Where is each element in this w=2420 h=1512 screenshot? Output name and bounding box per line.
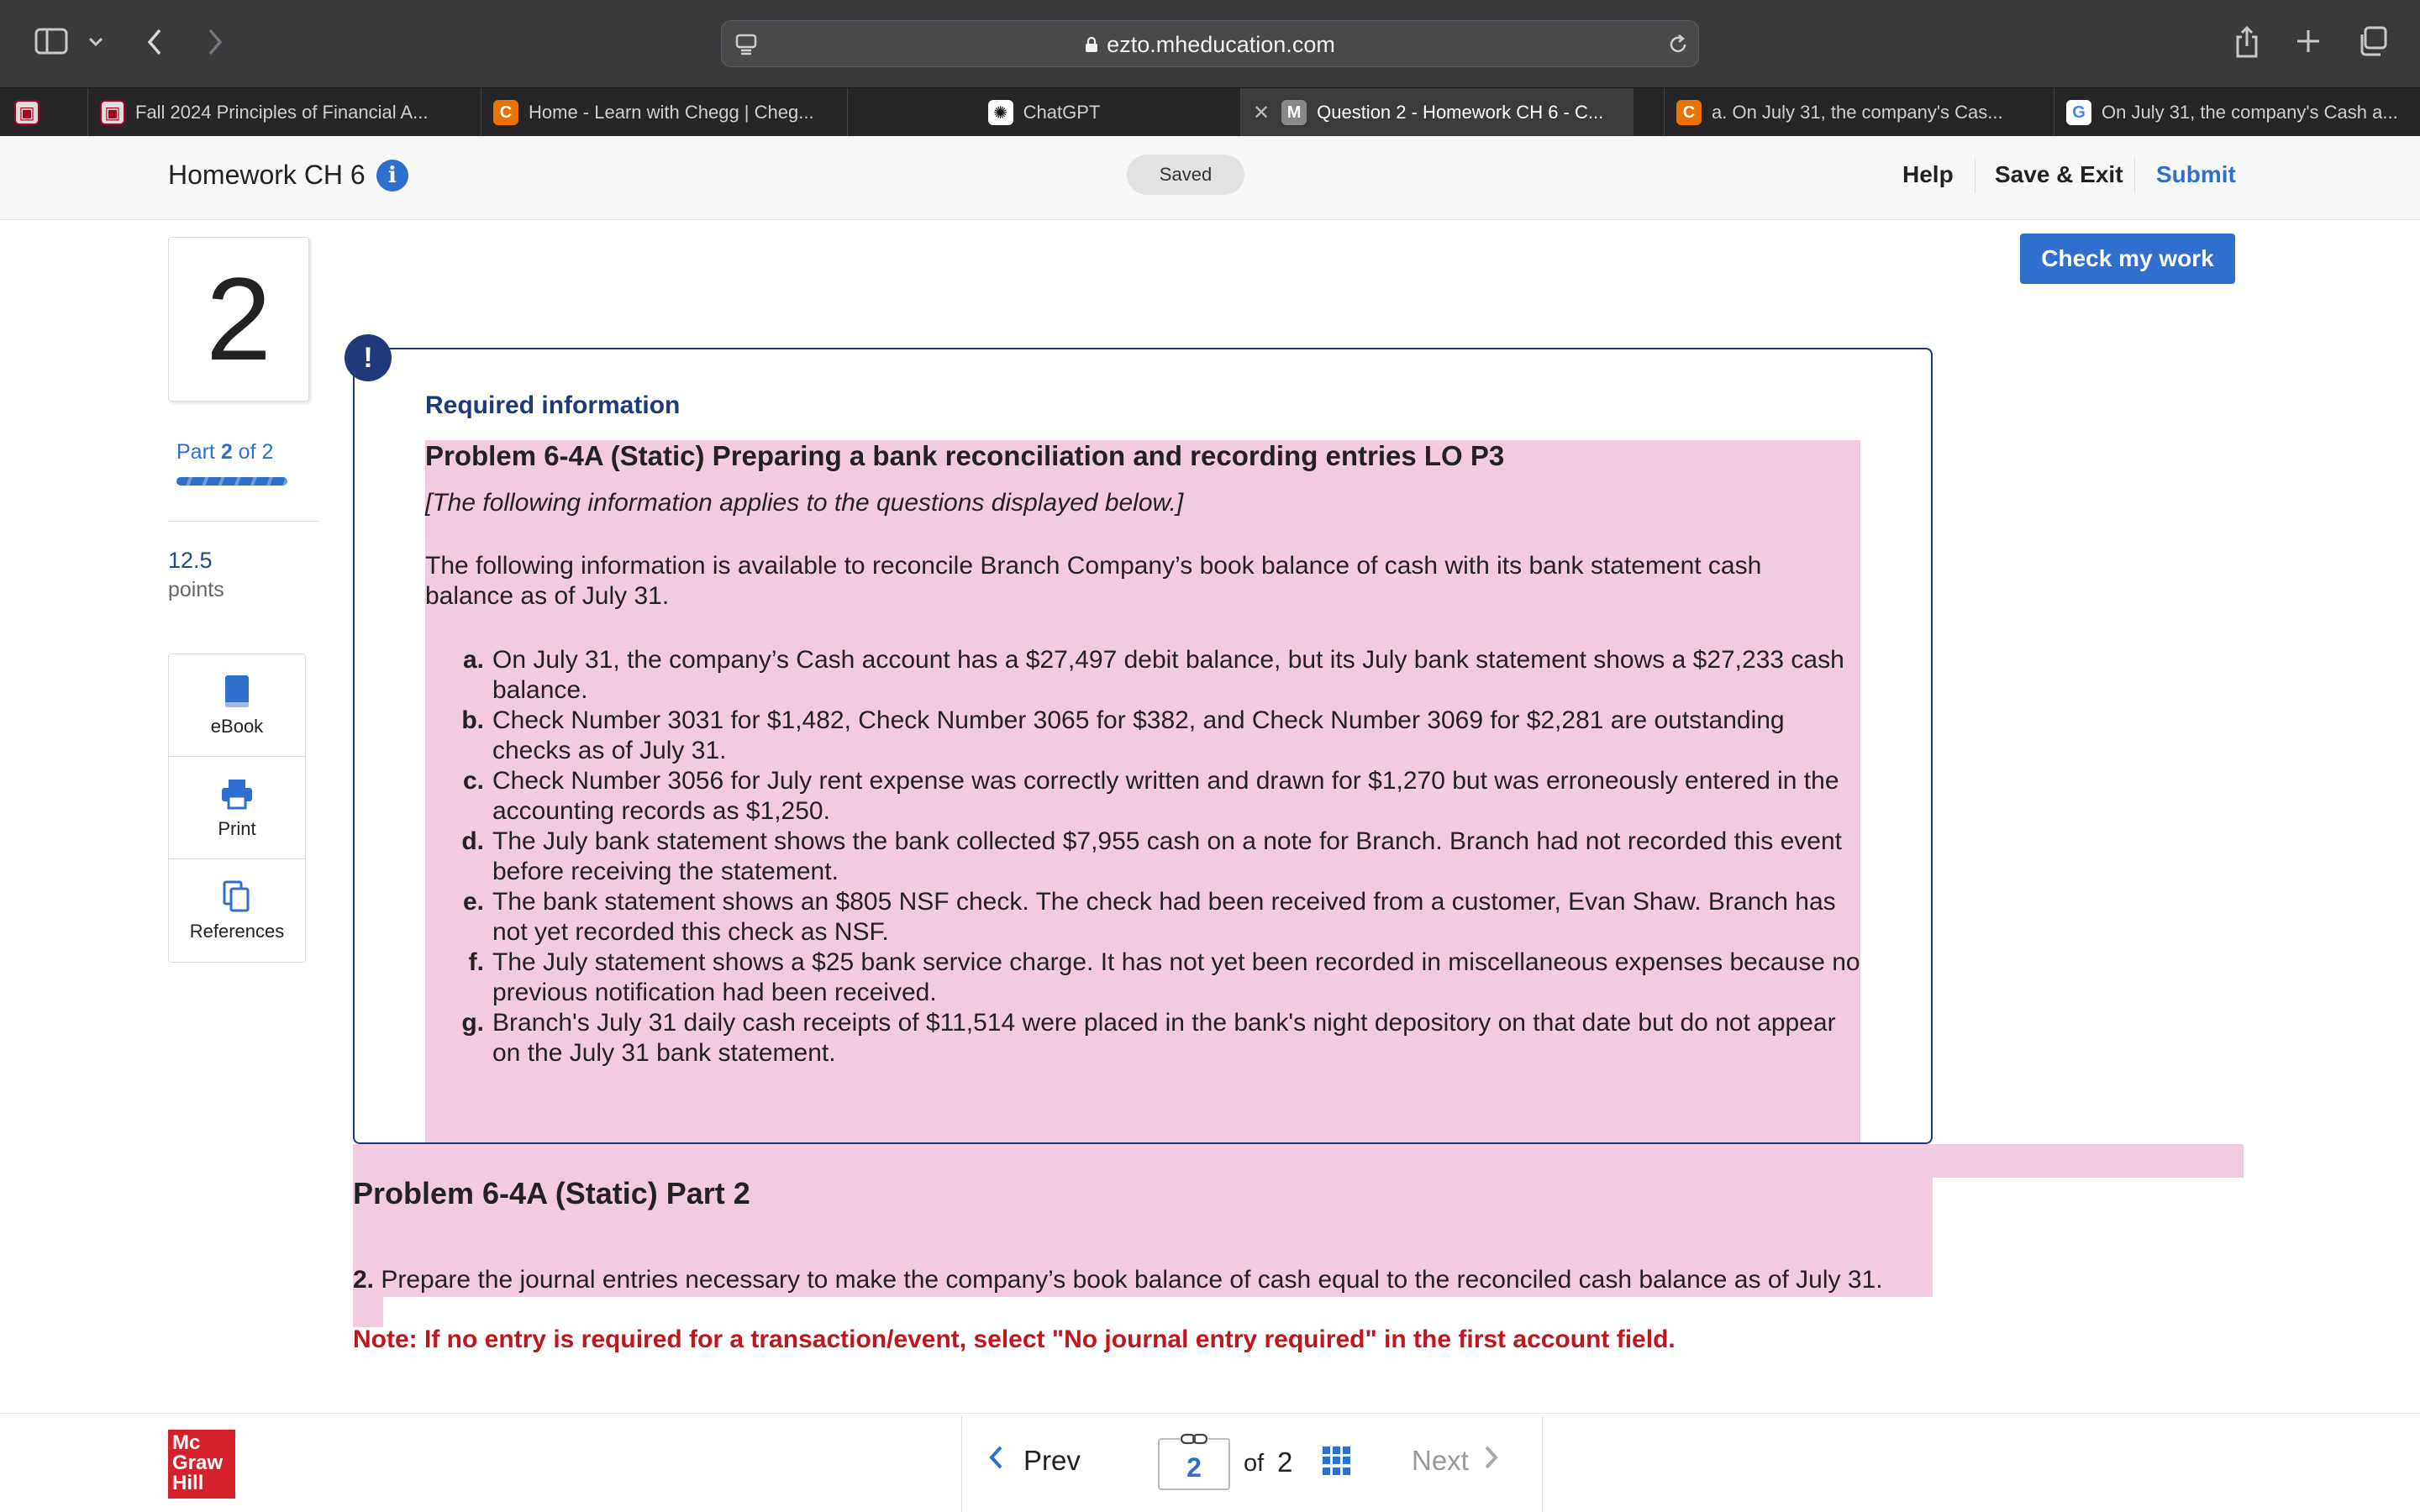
logo-line: Mc [172,1431,201,1454]
item-letter: a. [462,646,484,674]
assignment-header [0,136,2420,220]
part-2-title: Problem 6-4A (Static) Part 2 [353,1176,750,1210]
tool-label: References [189,921,285,942]
next-label: Next [1412,1445,1469,1476]
back-icon[interactable] [139,25,170,59]
list-item [454,645,1865,706]
item-letter: b. [461,706,484,734]
item-text: Branch's July 31 daily cash receipts of $11,514 were placed in the bank's night depository on that date but do not appear on the July 31 bank statement. [492,1009,1836,1067]
logo-line: Hill [172,1472,204,1494]
divider [168,521,319,522]
ebook-button[interactable] [169,654,305,757]
list-item [454,766,1865,827]
part-progress-bar [176,477,287,486]
divider [2134,158,2135,193]
list-item [454,887,1865,948]
part-indicator [176,440,273,465]
link-icon [1180,1433,1208,1445]
tab-google-search[interactable] [2054,88,2420,137]
part-of: of 2 [238,440,274,464]
logo-line: Graw [172,1452,224,1474]
total-pages: 2 [1277,1446,1293,1478]
prev-label: Prev [1023,1445,1081,1476]
google-icon: G [2066,100,2091,125]
tab-label: Fall 2024 Principles of Financial A... [135,102,429,123]
item-text: Check Number 3031 for $1,482, Check Number 3065 for $382, and Check Number 3069 for $2,281 are outstanding checks as of July 31. [492,706,1785,764]
tab-chegg-home[interactable] [481,88,847,137]
list-item [454,1008,1865,1068]
tab-chegg-question[interactable] [1664,88,2030,137]
close-tab-icon[interactable]: ✕ [1253,101,1270,124]
chegg-icon: C [493,100,518,125]
print-button[interactable] [169,757,305,859]
tab-question-2[interactable] [1240,88,1634,137]
item-text: On July 31, the company’s Cash account has a $27,497 debit balance, but its July bank statement shows a $27,233 cash balance. [492,646,1844,704]
item-text: The bank statement shows an $805 NSF check. The check had been received from a customer, Evan Shaw. Branch has not yet recorded this check as NSF. [492,888,1836,946]
problem-note: [The following information applies to the questions displayed below.] [425,489,1184,517]
reload-icon[interactable] [1665,31,1691,58]
tab-label: a. On July 31, the company's Cas... [1712,102,2003,123]
lock-icon [1085,33,1098,48]
item-letter: g. [461,1009,484,1037]
university-icon: ▣ [100,100,125,125]
text-highlight [353,1297,383,1327]
item-letter: c. [462,767,484,795]
instruction-number: 2. [353,1266,375,1294]
saved-status-badge: Saved [1127,155,1244,195]
list-item [454,948,1865,1008]
alert-icon: ! [345,334,392,381]
address-bar[interactable] [721,20,1699,67]
browser-toolbar [0,0,2420,87]
printer-icon [219,776,255,811]
item-text: Check Number 3056 for July rent expense was correctly written and drawn for $1,270 but was erroneously entered in the accounting records as $1,250. [492,767,1839,825]
save-exit-button[interactable]: Save & Exit [1995,161,2123,187]
item-letter: e. [462,888,484,916]
share-icon[interactable] [2232,24,2262,60]
problem-title: Problem 6-4A (Static) Preparing a bank reconciliation and recording entries LO P3 [425,440,1505,471]
assignment-title: Homework CH 6 [168,160,366,190]
question-number: 2 [168,237,309,402]
mcgraw-hill-icon: M [1281,100,1307,125]
question-grid-icon[interactable] [1323,1446,1351,1475]
item-text: The July statement shows a $25 bank service charge. It has not yet been recorded in miscellaneous expenses because no previous notification had been received. [492,948,1860,1006]
points-value: 12.5 [168,548,213,573]
new-tab-icon[interactable] [2294,27,2323,55]
references-button[interactable] [169,859,305,962]
tab-financial-accounting[interactable] [87,88,454,137]
book-icon [219,674,255,709]
prev-button[interactable] [988,1445,1081,1477]
current-page-input[interactable]: 2 [1158,1438,1230,1490]
tab-overview-icon[interactable] [2356,25,2388,57]
points-label: points [168,578,224,601]
tab-bar [0,87,2420,136]
check-my-work-button[interactable]: Check my work [2020,234,2235,284]
tab-label: Home - Learn with Chegg | Cheg... [529,102,814,123]
tool-label: eBook [210,715,264,737]
chatgpt-icon: ✺ [988,100,1013,125]
instruction-note: Note: If no entry is required for a transaction/event, select "No journal entry required" in the first account field. [353,1326,1676,1353]
forward-icon[interactable] [200,25,230,59]
question-instruction [353,1265,1933,1295]
chevron-left-icon [988,1445,1003,1477]
item-text: The July bank statement shows the bank collected $7,955 cash on a note for Branch. Branch had not recorded this event before receiving the statement. [492,827,1842,885]
text-highlight [353,1144,2244,1178]
submit-button[interactable]: Submit [2156,161,2236,187]
list-item [454,706,1865,766]
chevron-down-icon[interactable] [84,30,108,54]
problem-intro: The following information is available to reconcile Branch Company’s book balance of cash with its bank statement cash balance as of July 31. [425,552,1762,610]
url-display [722,32,1698,58]
info-icon[interactable]: i [376,160,408,192]
tab-label: On July 31, the company's Cash a... [2102,102,2398,123]
tool-label: Print [218,817,256,839]
page-of-label: of [1244,1450,1265,1477]
item-letter: f. [468,948,484,976]
sidebar-toggle-icon[interactable] [34,27,69,55]
part-current: 2 [220,440,233,464]
mcgraw-hill-logo [168,1430,235,1499]
transaction-list [454,645,1865,1068]
required-info-heading: Required information [425,391,681,419]
item-letter: d. [461,827,484,855]
next-button[interactable] [1412,1445,1499,1477]
tools-panel [168,654,306,963]
url-text: ezto.mheducation.com [1107,32,1335,57]
part-prefix: Part [176,440,215,464]
instruction-text: Prepare the journal entries necessary to make the company’s book balance of cash equal to the reconciled cash balance as of July 31. [381,1266,1883,1294]
university-icon: ▣ [14,100,39,125]
chegg-icon: C [1676,100,1702,125]
pinned-tab[interactable] [0,88,54,137]
tab-chatgpt[interactable] [847,88,1240,137]
references-icon [219,879,255,914]
chevron-right-icon [1484,1445,1499,1477]
help-link[interactable]: Help [1902,161,1954,187]
list-item [454,827,1865,887]
tab-label: ChatGPT [1023,102,1101,123]
tab-label: Question 2 - Homework CH 6 - C... [1317,102,1604,123]
